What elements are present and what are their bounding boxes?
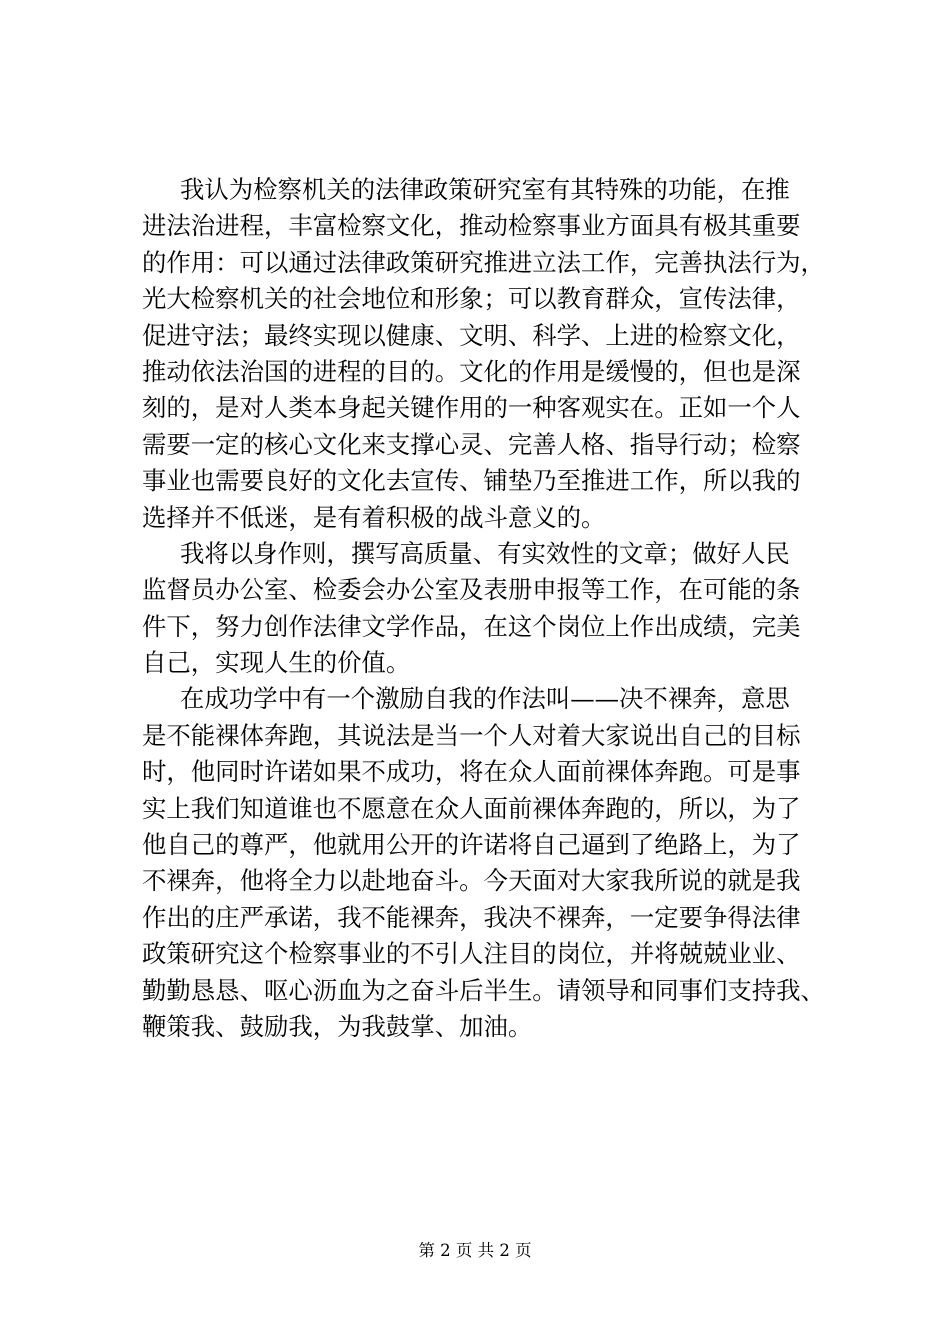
paragraph-line: 政策研究这个检察事业的不引人注目的岗位，并将兢兢业业、 — [142, 939, 801, 969]
paragraph-line: 我认为检察机关的法律政策研究室有其特殊的功能，在推 — [180, 175, 790, 204]
paragraph-line: 刻的，是对人类本身起关键作用的一种客观实在。正如一个人 — [142, 393, 801, 423]
paragraph-line: 事业也需要良好的文化去宣传、铺垫乃至推进工作，所以我的 — [142, 466, 801, 496]
paragraph-line: 选择并不低迷，是有着积极的战斗意义的。 — [142, 502, 606, 532]
paragraph-line: 我将以身作则，撰写高质量、有实效性的文章；做好人民 — [180, 538, 790, 568]
paragraph-line: 的作用：可以通过法律政策研究推进立法工作，完善执法行为， — [142, 247, 825, 277]
paragraph — [142, 536, 832, 682]
paragraph-line: 进法治进程，丰富检察文化，推动检察事业方面具有极其重要 — [142, 211, 801, 241]
paragraph-line: 勤勤恳恳、呕心沥血为之奋斗后半生。请领导和同事们支持我、 — [142, 975, 825, 1005]
paragraph — [142, 172, 832, 536]
paragraph-line: 光大检察机关的社会地位和形象；可以教育群众，宣传法律， — [142, 284, 801, 314]
page-footer: 第 2 页 共 2 页 — [418, 1241, 532, 1260]
paragraph-line: 监督员办公室、检委会办公室及表册申报等工作，在可能的条 — [142, 575, 801, 605]
paragraph-line: 他自己的尊严，他就用公开的许诺将自己逼到了绝路上，为了 — [142, 830, 801, 860]
paragraph-line: 促进守法；最终实现以健康、文明、科学、上进的检察文化， — [142, 320, 801, 350]
paragraph-line: 推动依法治国的进程的目的。文化的作用是缓慢的，但也是深 — [142, 356, 801, 386]
paragraph-line: 需要一定的核心文化来支撑心灵、完善人格、指导行动；检察 — [142, 429, 801, 459]
paragraph-line: 是不能裸体奔跑，其说法是当一个人对着大家说出自己的目标 — [142, 720, 801, 750]
paragraph-line: 作出的庄严承诺，我不能裸奔，我决不裸奔，一定要争得法律 — [142, 902, 801, 932]
paragraph-line: 实上我们知道谁也不愿意在众人面前裸体奔跑的，所以，为了 — [142, 793, 801, 823]
paragraph-line: 不裸奔，他将全力以赴地奋斗。今天面对大家我所说的就是我 — [142, 866, 801, 896]
paragraph-line: 自己，实现人生的价值。 — [142, 648, 411, 678]
paragraph-line: 在成功学中有一个激励自我的作法叫——决不裸奔，意思 — [180, 684, 790, 714]
paragraph-line: 时，他同时许诺如果不成功，将在众人面前裸体奔跑。可是事 — [142, 757, 801, 787]
document-body — [142, 172, 832, 1045]
paragraph-line: 鞭策我、鼓励我，为我鼓掌、加油。 — [142, 1011, 533, 1041]
paragraph-line: 件下，努力创作法律文学作品，在这个岗位上作出成绩，完美 — [142, 611, 801, 641]
paragraph — [142, 681, 832, 1045]
